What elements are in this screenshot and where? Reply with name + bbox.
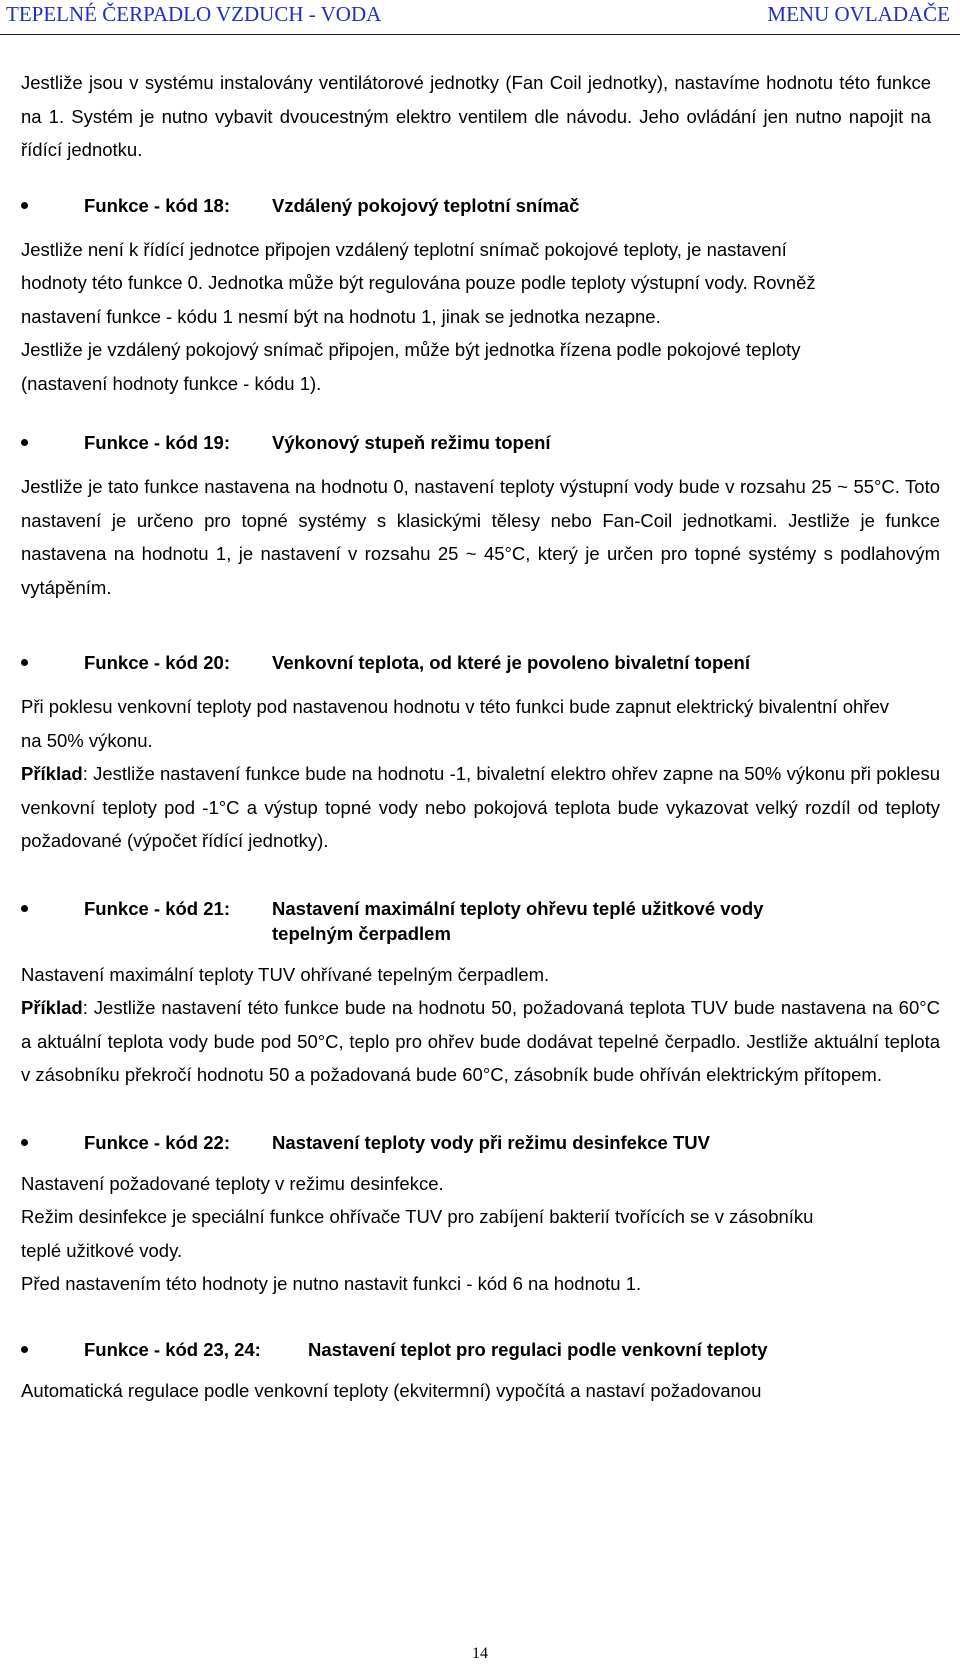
document-body <box>21 66 940 1407</box>
section-title-line2: tepelným čerpadlem <box>272 922 451 944</box>
bullet-icon <box>21 439 28 446</box>
header-title: TEPELNÉ ČERPADLO VZDUCH - VODA <box>6 2 382 26</box>
section-code: Funkce - kód 22: <box>84 1131 230 1153</box>
section-20-paragraph-1: Při poklesu venkovní teploty pod nastavenou hodnotu v této funkci bude zapnut elektrický bivalentní ohřev na 50% výkonu. <box>21 696 889 751</box>
section-heading-18 <box>21 193 940 218</box>
section-title-wrap <box>272 896 872 946</box>
section-heading-20 <box>21 650 940 675</box>
section-code: Funkce - kód 21: <box>84 897 230 919</box>
section-21-paragraph-1: Nastavení maximální teploty TUV ohřívané tepelným čerpadlem. <box>21 963 550 985</box>
section-22-paragraph-2: Režim desinfekce je speciální funkce ohřívače TUV pro zabíjení bakterií tvořících se v zásobníku teplé užitkové vody. <box>21 1206 814 1261</box>
example-text: : Jestliže nastavení této funkce bude na hodnotu 50, požadovaná teplota TUV bude nastavena na 60°C a aktuální teplota vody bude pod 50°C, teplo pro ohřev bude dodávat tepelné čerpadlo. Jestliže aktuální teplota v zásobníku překročí hodnotu 50 a požadovaná bude 60°C, zásobník bude ohříván elektrickým přítopem. <box>21 997 940 1085</box>
section-code: Funkce - kód 23, 24: <box>84 1338 261 1360</box>
section-19-paragraph-1: Jestliže je tato funkce nastavena na hodnotu 0, nastavení teploty výstupní vody bude v rozsahu 25 ~ 55°C. Toto nastavení je určeno pro topné systémy s klasickými tělesy nebo Fan-Coil jednotkami. Jestliže je funkce nastavena na hodnotu 1, je nastavení v rozsahu 25 ~ 45°C, který je určen pro topné systémy s podlahovým vytápěním. <box>21 476 940 598</box>
page-header <box>0 0 960 35</box>
section-title: Nastavení teploty vody při režimu desinfekce TUV <box>272 1131 710 1153</box>
bullet-icon <box>21 202 28 209</box>
example-label: Příklad <box>21 997 83 1018</box>
section-heading-21 <box>21 896 940 946</box>
header-section: MENU OVLADAČE <box>767 2 950 26</box>
section-code: Funkce - kód 20: <box>84 652 230 673</box>
section-title: Vzdálený pokojový teplotní snímač <box>272 194 580 216</box>
section-18-paragraph-2: Jestliže je vzdálený pokojový snímač připojen, může být jednotka řízena podle pokojové teploty (nastavení hodnoty funkce - kódu 1). <box>21 339 801 394</box>
section-code: Funkce - kód 19: <box>84 432 230 453</box>
section-23-24-paragraph-1: Automatická regulace podle venkovní teploty (ekvitermní) vypočítá a nastaví požadovanou <box>21 1379 762 1401</box>
section-20-paragraph-2 <box>21 757 940 858</box>
section-title: Venkovní teplota, od které je povoleno bivaletní topení <box>272 652 751 673</box>
section-heading-22 <box>21 1130 940 1155</box>
section-code: Funkce - kód 18: <box>84 194 230 216</box>
section-18-paragraph-1: Jestliže není k řídící jednotce připojen vzdálený teplotní snímač pokojové teploty, je nastavení hodnoty této funkce 0. Jednotka může být regulována pouze podle teploty výstupní vody. Rovněž nastavení funkce - kódu 1 nesmí být na hodnotu 1, jinak se jednotka nezapne. <box>21 238 816 327</box>
section-21-paragraph-2 <box>21 991 940 1092</box>
page-number: 14 <box>472 1645 488 1662</box>
section-22-paragraph-1: Nastavení požadované teploty v režimu desinfekce. <box>21 1172 444 1194</box>
section-title: Nastavení teplot pro regulaci podle venkovní teploty <box>308 1338 768 1360</box>
section-title: Výkonový stupeň režimu topení <box>272 432 551 453</box>
section-title: Nastavení maximální teploty ohřevu teplé užitkové vody <box>272 897 764 919</box>
bullet-icon <box>21 1139 28 1146</box>
example-text: : Jestliže nastavení funkce bude na hodnotu -1, bivaletní elektro ohřev zapne na 50% výkonu při poklesu venkovní teploty pod -1°C a výstup topné vody nebo pokojová teplota bude vykazovat velký rozdíl od teploty požadované (výpočet řídící jednotky). <box>21 763 940 851</box>
bullet-icon <box>21 905 28 912</box>
bullet-icon <box>21 659 28 666</box>
bullet-icon <box>21 1346 28 1353</box>
section-22-paragraph-3: Před nastavením této hodnoty je nutno nastavit funkci - kód 6 na hodnotu 1. <box>21 1273 642 1294</box>
section-heading-23-24 <box>21 1337 940 1362</box>
intro-paragraph: Jestliže jsou v systému instalovány ventilátorové jednotky (Fan Coil jednotky), nastavíme hodnotu této funkce na 1. Systém je nutno vybavit dvoucestným elektro ventilem dle návodu. Jeho ovládání jen nutno napojit na řídící jednotku. <box>21 72 931 160</box>
example-label: Příklad <box>21 763 83 784</box>
section-heading-19 <box>21 430 940 455</box>
